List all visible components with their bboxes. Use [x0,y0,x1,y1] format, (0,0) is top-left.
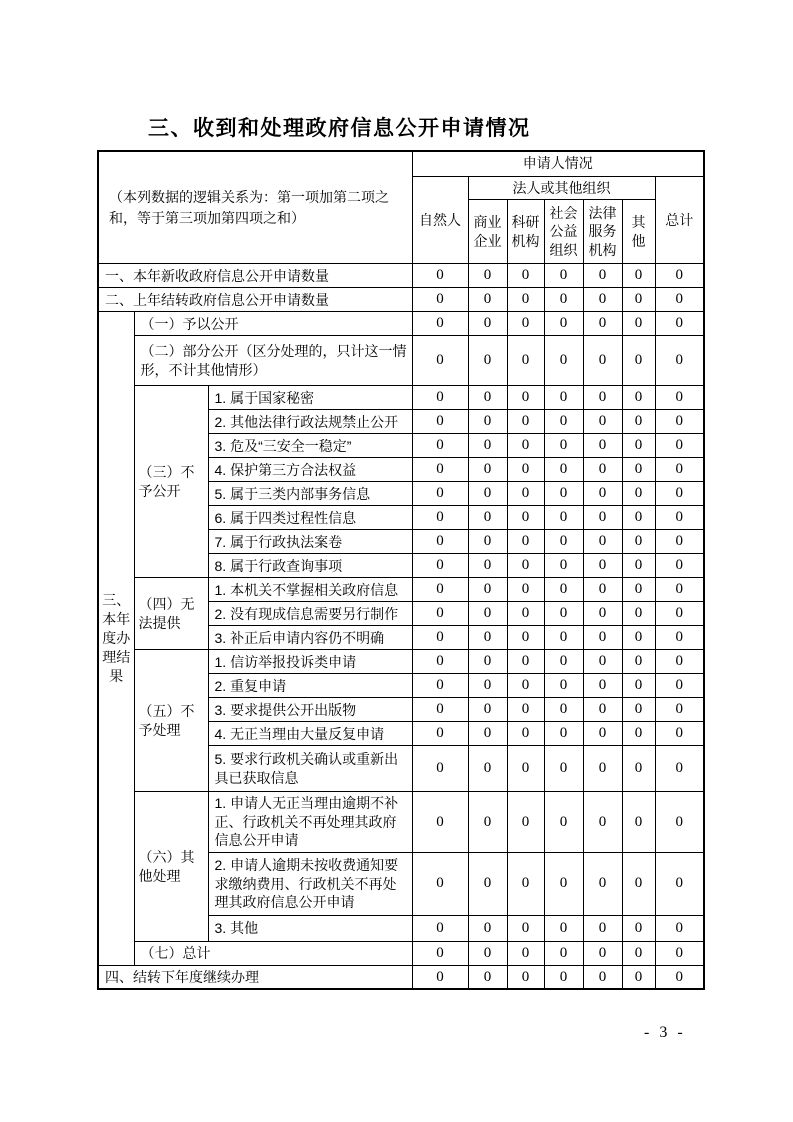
value-cell: 0 [655,506,704,530]
value-cell: 0 [507,434,544,458]
row-label: （七）总计 [134,941,412,965]
header-legal-group: 法人或其他组织 [468,176,655,200]
value-cell: 0 [412,746,468,792]
value-cell: 0 [622,674,655,698]
value-cell: 0 [544,965,583,989]
value-cell: 0 [507,650,544,674]
value-cell: 0 [412,578,468,602]
value-cell: 0 [583,530,622,554]
value-cell: 0 [655,915,704,941]
table-row [98,288,704,312]
table-row [98,650,704,674]
value-cell: 0 [507,458,544,482]
value-cell: 0 [583,746,622,792]
value-cell: 0 [544,288,583,312]
value-cell: 0 [655,792,704,852]
value-cell: 0 [468,650,507,674]
value-cell: 0 [583,626,622,650]
value-cell: 0 [655,746,704,792]
value-cell: 0 [544,482,583,506]
value-cell: 0 [583,312,622,336]
value-cell: 0 [583,852,622,915]
row-label: 6. 属于四类过程性信息 [208,506,412,530]
table-row [98,336,704,386]
value-cell: 0 [412,482,468,506]
value-cell: 0 [583,915,622,941]
value-cell: 0 [412,530,468,554]
value-cell: 0 [412,722,468,746]
value-cell: 0 [583,602,622,626]
row-label: 2. 重复申请 [208,674,412,698]
value-cell: 0 [544,915,583,941]
value-cell: 0 [655,482,704,506]
value-cell: 0 [655,458,704,482]
value-cell: 0 [412,965,468,989]
group-label-not-disclosed: （三）不予公开 [134,386,208,578]
value-cell: 0 [622,722,655,746]
value-cell: 0 [655,674,704,698]
row-label: 2. 其他法律行政法规禁止公开 [208,410,412,434]
value-cell: 0 [507,915,544,941]
table-row [98,312,704,336]
value-cell: 0 [507,386,544,410]
value-cell: 0 [655,530,704,554]
value-cell: 0 [468,312,507,336]
header-commercial-enterprise: 商业企业 [468,200,507,264]
value-cell: 0 [544,626,583,650]
value-cell: 0 [412,941,468,965]
value-cell: 0 [412,264,468,288]
header-legal-service-org: 法律服务机构 [583,200,622,264]
page-number: - 3 - [644,1024,686,1041]
value-cell: 0 [622,852,655,915]
value-cell: 0 [544,336,583,386]
value-cell: 0 [468,941,507,965]
value-cell: 0 [622,602,655,626]
header-applicant-group: 申请人情况 [412,151,704,176]
value-cell: 0 [468,626,507,650]
value-cell: 0 [655,386,704,410]
value-cell: 0 [507,722,544,746]
row-label: （一）予以公开 [134,312,412,336]
value-cell: 0 [412,792,468,852]
row-label: 3. 危及“三安全一稳定” [208,434,412,458]
value-cell: 0 [412,915,468,941]
value-cell: 0 [412,458,468,482]
value-cell: 0 [544,674,583,698]
value-cell: 0 [655,434,704,458]
header-natural-person: 自然人 [412,176,468,264]
value-cell: 0 [468,852,507,915]
value-cell: 0 [583,264,622,288]
header-total: 总计 [655,176,704,264]
value-cell: 0 [583,336,622,386]
value-cell: 0 [412,288,468,312]
value-cell: 0 [507,554,544,578]
value-cell: 0 [468,722,507,746]
value-cell: 0 [544,434,583,458]
row-label: 四、结转下年度继续办理 [98,965,412,989]
value-cell: 0 [622,792,655,852]
value-cell: 0 [412,434,468,458]
value-cell: 0 [655,941,704,965]
value-cell: 0 [412,852,468,915]
table-row [98,941,704,965]
value-cell: 0 [622,941,655,965]
value-cell: 0 [507,626,544,650]
value-cell: 0 [507,410,544,434]
value-cell: 0 [655,965,704,989]
value-cell: 0 [468,915,507,941]
value-cell: 0 [583,965,622,989]
value-cell: 0 [622,336,655,386]
row-label: 4. 无正当理由大量反复申请 [208,722,412,746]
value-cell: 0 [468,336,507,386]
section-label-annual-results: 三、本年度办理结果 [98,312,134,965]
value-cell: 0 [544,530,583,554]
header-other-org: 其他 [622,200,655,264]
value-cell: 0 [468,746,507,792]
value-cell: 0 [544,506,583,530]
value-cell: 0 [655,852,704,915]
value-cell: 0 [622,506,655,530]
value-cell: 0 [468,410,507,434]
header-research-institution: 科研机构 [507,200,544,264]
row-label: （二）部分公开（区分处理的，只计这一情形，不计其他情形） [134,336,412,386]
value-cell: 0 [622,458,655,482]
value-cell: 0 [622,482,655,506]
info-disclosure-request-table [97,150,705,990]
value-cell: 0 [583,554,622,578]
value-cell: 0 [412,602,468,626]
value-cell: 0 [622,698,655,722]
value-cell: 0 [583,288,622,312]
value-cell: 0 [583,698,622,722]
value-cell: 0 [468,458,507,482]
value-cell: 0 [622,965,655,989]
value-cell: 0 [583,434,622,458]
value-cell: 0 [412,336,468,386]
value-cell: 0 [507,578,544,602]
value-cell: 0 [655,312,704,336]
value-cell: 0 [468,602,507,626]
value-cell: 0 [583,941,622,965]
row-label: 二、上年结转政府信息公开申请数量 [98,288,412,312]
value-cell: 0 [412,674,468,698]
value-cell: 0 [468,698,507,722]
table-row [98,264,704,288]
group-label-not-processed: （五）不予处理 [134,650,208,792]
value-cell: 0 [544,264,583,288]
value-cell: 0 [622,530,655,554]
row-label: 7. 属于行政执法案卷 [208,530,412,554]
value-cell: 0 [544,312,583,336]
value-cell: 0 [412,554,468,578]
row-label: 5. 要求行政机关确认或重新出具已获取信息 [208,746,412,792]
value-cell: 0 [544,650,583,674]
row-label: 3. 要求提供公开出版物 [208,698,412,722]
value-cell: 0 [655,554,704,578]
value-cell: 0 [622,915,655,941]
value-cell: 0 [412,698,468,722]
group-label-unable-to-provide: （四）无法提供 [134,578,208,650]
value-cell: 0 [655,288,704,312]
row-label: 一、本年新收政府信息公开申请数量 [98,264,412,288]
value-cell: 0 [622,650,655,674]
value-cell: 0 [412,410,468,434]
value-cell: 0 [583,506,622,530]
value-cell: 0 [583,386,622,410]
row-label: 1. 信访举报投诉类申请 [208,650,412,674]
value-cell: 0 [468,264,507,288]
row-label: 5. 属于三类内部事务信息 [208,482,412,506]
value-cell: 0 [544,386,583,410]
value-cell: 0 [412,650,468,674]
value-cell: 0 [507,264,544,288]
value-cell: 0 [468,386,507,410]
value-cell: 0 [507,965,544,989]
value-cell: 0 [468,288,507,312]
value-cell: 0 [468,674,507,698]
value-cell: 0 [622,312,655,336]
row-label: 2. 申请人逾期未按收费通知要求缴纳费用、行政机关不再处理其政府信息公开申请 [208,852,412,915]
value-cell: 0 [655,626,704,650]
value-cell: 0 [507,602,544,626]
value-cell: 0 [507,506,544,530]
table-row [98,965,704,989]
value-cell: 0 [544,722,583,746]
value-cell: 0 [655,698,704,722]
value-cell: 0 [544,698,583,722]
value-cell: 0 [655,650,704,674]
value-cell: 0 [412,386,468,410]
value-cell: 0 [544,852,583,915]
value-cell: 0 [412,626,468,650]
value-cell: 0 [468,506,507,530]
value-cell: 0 [655,722,704,746]
value-cell: 0 [622,288,655,312]
value-cell: 0 [622,626,655,650]
corner-note: （本列数据的逻辑关系为：第一项加第二项之和，等于第三项加第四项之和） [98,151,412,264]
page-title: 三、收到和处理政府信息公开申请情况 [148,117,531,140]
value-cell: 0 [583,410,622,434]
table-row [98,578,704,602]
value-cell: 0 [655,336,704,386]
row-label: 1. 属于国家秘密 [208,386,412,410]
row-label: 2. 没有现成信息需要另行制作 [208,602,412,626]
value-cell: 0 [507,336,544,386]
row-label: 1. 本机关不掌握相关政府信息 [208,578,412,602]
value-cell: 0 [655,602,704,626]
value-cell: 0 [622,554,655,578]
value-cell: 0 [655,264,704,288]
value-cell: 0 [544,941,583,965]
value-cell: 0 [622,264,655,288]
value-cell: 0 [583,722,622,746]
value-cell: 0 [583,792,622,852]
value-cell: 0 [583,458,622,482]
value-cell: 0 [412,506,468,530]
value-cell: 0 [544,746,583,792]
value-cell: 0 [622,410,655,434]
value-cell: 0 [468,578,507,602]
value-cell: 0 [655,578,704,602]
value-cell: 0 [507,746,544,792]
value-cell: 0 [583,482,622,506]
row-label: 4. 保护第三方合法权益 [208,458,412,482]
value-cell: 0 [468,530,507,554]
table-row [98,792,704,852]
value-cell: 0 [507,482,544,506]
row-label: 3. 其他 [208,915,412,941]
value-cell: 0 [655,410,704,434]
value-cell: 0 [507,941,544,965]
row-label: 3. 补正后申请内容仍不明确 [208,626,412,650]
value-cell: 0 [507,698,544,722]
value-cell: 0 [544,602,583,626]
value-cell: 0 [507,312,544,336]
value-cell: 0 [544,792,583,852]
value-cell: 0 [507,674,544,698]
value-cell: 0 [544,410,583,434]
value-cell: 0 [468,965,507,989]
row-label: 8. 属于行政查询事项 [208,554,412,578]
header-social-welfare-org: 社会公益组织 [544,200,583,264]
value-cell: 0 [622,578,655,602]
value-cell: 0 [583,674,622,698]
row-label: 1. 申请人无正当理由逾期不补正、行政机关不再处理其政府信息公开申请 [208,792,412,852]
value-cell: 0 [622,386,655,410]
value-cell: 0 [544,458,583,482]
value-cell: 0 [468,482,507,506]
table-row [98,386,704,410]
value-cell: 0 [583,650,622,674]
value-cell: 0 [468,554,507,578]
value-cell: 0 [507,288,544,312]
value-cell: 0 [622,746,655,792]
value-cell: 0 [412,312,468,336]
value-cell: 0 [507,530,544,554]
value-cell: 0 [544,554,583,578]
value-cell: 0 [468,434,507,458]
value-cell: 0 [468,792,507,852]
group-label-other-handling: （六）其他处理 [134,792,208,941]
value-cell: 0 [507,852,544,915]
table-row [98,151,704,176]
value-cell: 0 [544,578,583,602]
value-cell: 0 [583,578,622,602]
value-cell: 0 [622,434,655,458]
value-cell: 0 [507,792,544,852]
